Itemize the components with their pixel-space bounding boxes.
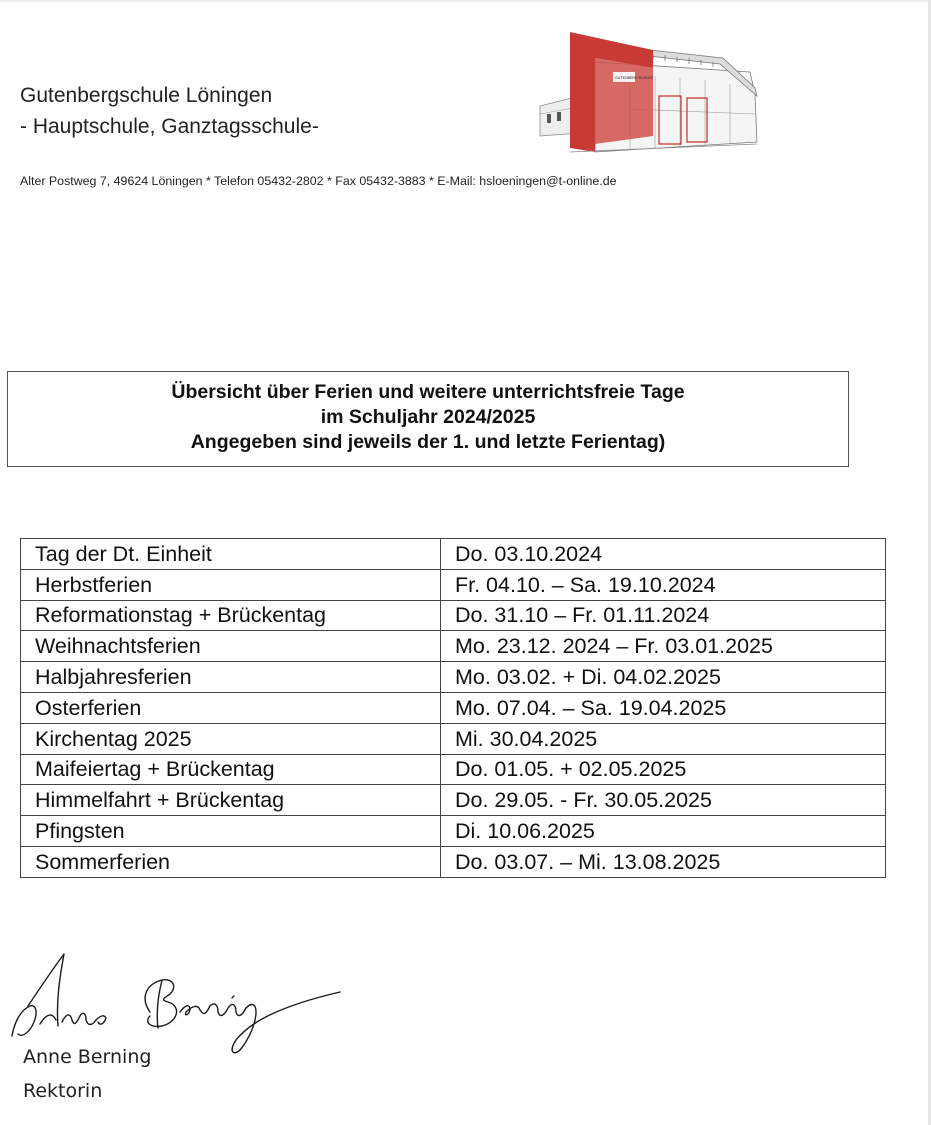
event-cell: Tag der Dt. Einheit: [21, 539, 441, 570]
table-row: [21, 846, 886, 877]
date-cell: Mi. 30.04.2025: [441, 723, 886, 754]
date-cell: Do. 03.10.2024: [441, 539, 886, 570]
table-row: [21, 785, 886, 816]
date-cell: Mo. 23.12. 2024 – Fr. 03.01.2025: [441, 631, 886, 662]
signer-role: Rektorin: [23, 1080, 103, 1102]
event-cell: Weihnachtsferien: [21, 631, 441, 662]
date-cell: Fr. 04.10. – Sa. 19.10.2024: [441, 569, 886, 600]
table-row: [21, 723, 886, 754]
date-cell: Do. 29.05. - Fr. 30.05.2025: [441, 785, 886, 816]
scan-top-edge: [0, 0, 931, 2]
signer-name: Anne Berning: [23, 1046, 152, 1068]
event-cell: Sommerferien: [21, 846, 441, 877]
title-line-3: Angegeben sind jeweils der 1. und letzte Ferientag): [190, 431, 666, 453]
table-row: [21, 692, 886, 723]
date-cell: Mo. 07.04. – Sa. 19.04.2025: [441, 692, 886, 723]
date-cell: Mo. 03.02. + Di. 04.02.2025: [441, 662, 886, 693]
school-type: - Hauptschule, Ganztagsschule-: [20, 115, 319, 138]
event-cell: Kirchentag 2025: [21, 723, 441, 754]
title-line-2: im Schuljahr 2024/2025: [320, 406, 536, 428]
event-cell: Herbstferien: [21, 569, 441, 600]
logo-sign-text: GUTENBERG SCHULE: [615, 76, 654, 80]
date-cell: Do. 31.10 – Fr. 01.11.2024: [441, 600, 886, 631]
table-row: [21, 754, 886, 785]
date-cell: Di. 10.06.2025: [441, 816, 886, 847]
title-line-1: Übersicht über Ferien und weitere unterrichtsfreie Tage: [171, 381, 685, 403]
table-row: [21, 816, 886, 847]
school-header: [20, 80, 319, 142]
event-cell: Maifeiertag + Brückentag: [21, 754, 441, 785]
event-cell: Osterferien: [21, 692, 441, 723]
event-cell: Himmelfahrt + Brückentag: [21, 785, 441, 816]
table-row: [21, 600, 886, 631]
title-box: [7, 371, 849, 467]
date-cell: Do. 03.07. – Mi. 13.08.2025: [441, 846, 886, 877]
school-address: Alter Postweg 7, 49624 Löningen * Telefon 05432-2802 * Fax 05432-3883 * E-Mail: hsloeningen@t-online.de: [20, 174, 617, 188]
event-cell: Pfingsten: [21, 816, 441, 847]
school-name: Gutenbergschule Löningen: [20, 84, 273, 107]
table-row: [21, 662, 886, 693]
signature-block: [23, 1040, 151, 1108]
school-building-logo: [535, 24, 760, 164]
table-row: [21, 631, 886, 662]
table-row: [21, 569, 886, 600]
date-cell: Do. 01.05. + 02.05.2025: [441, 754, 886, 785]
event-cell: Reformationstag + Brückentag: [21, 600, 441, 631]
table-row: [21, 539, 886, 570]
holiday-table: [20, 538, 886, 878]
event-cell: Halbjahresferien: [21, 662, 441, 693]
